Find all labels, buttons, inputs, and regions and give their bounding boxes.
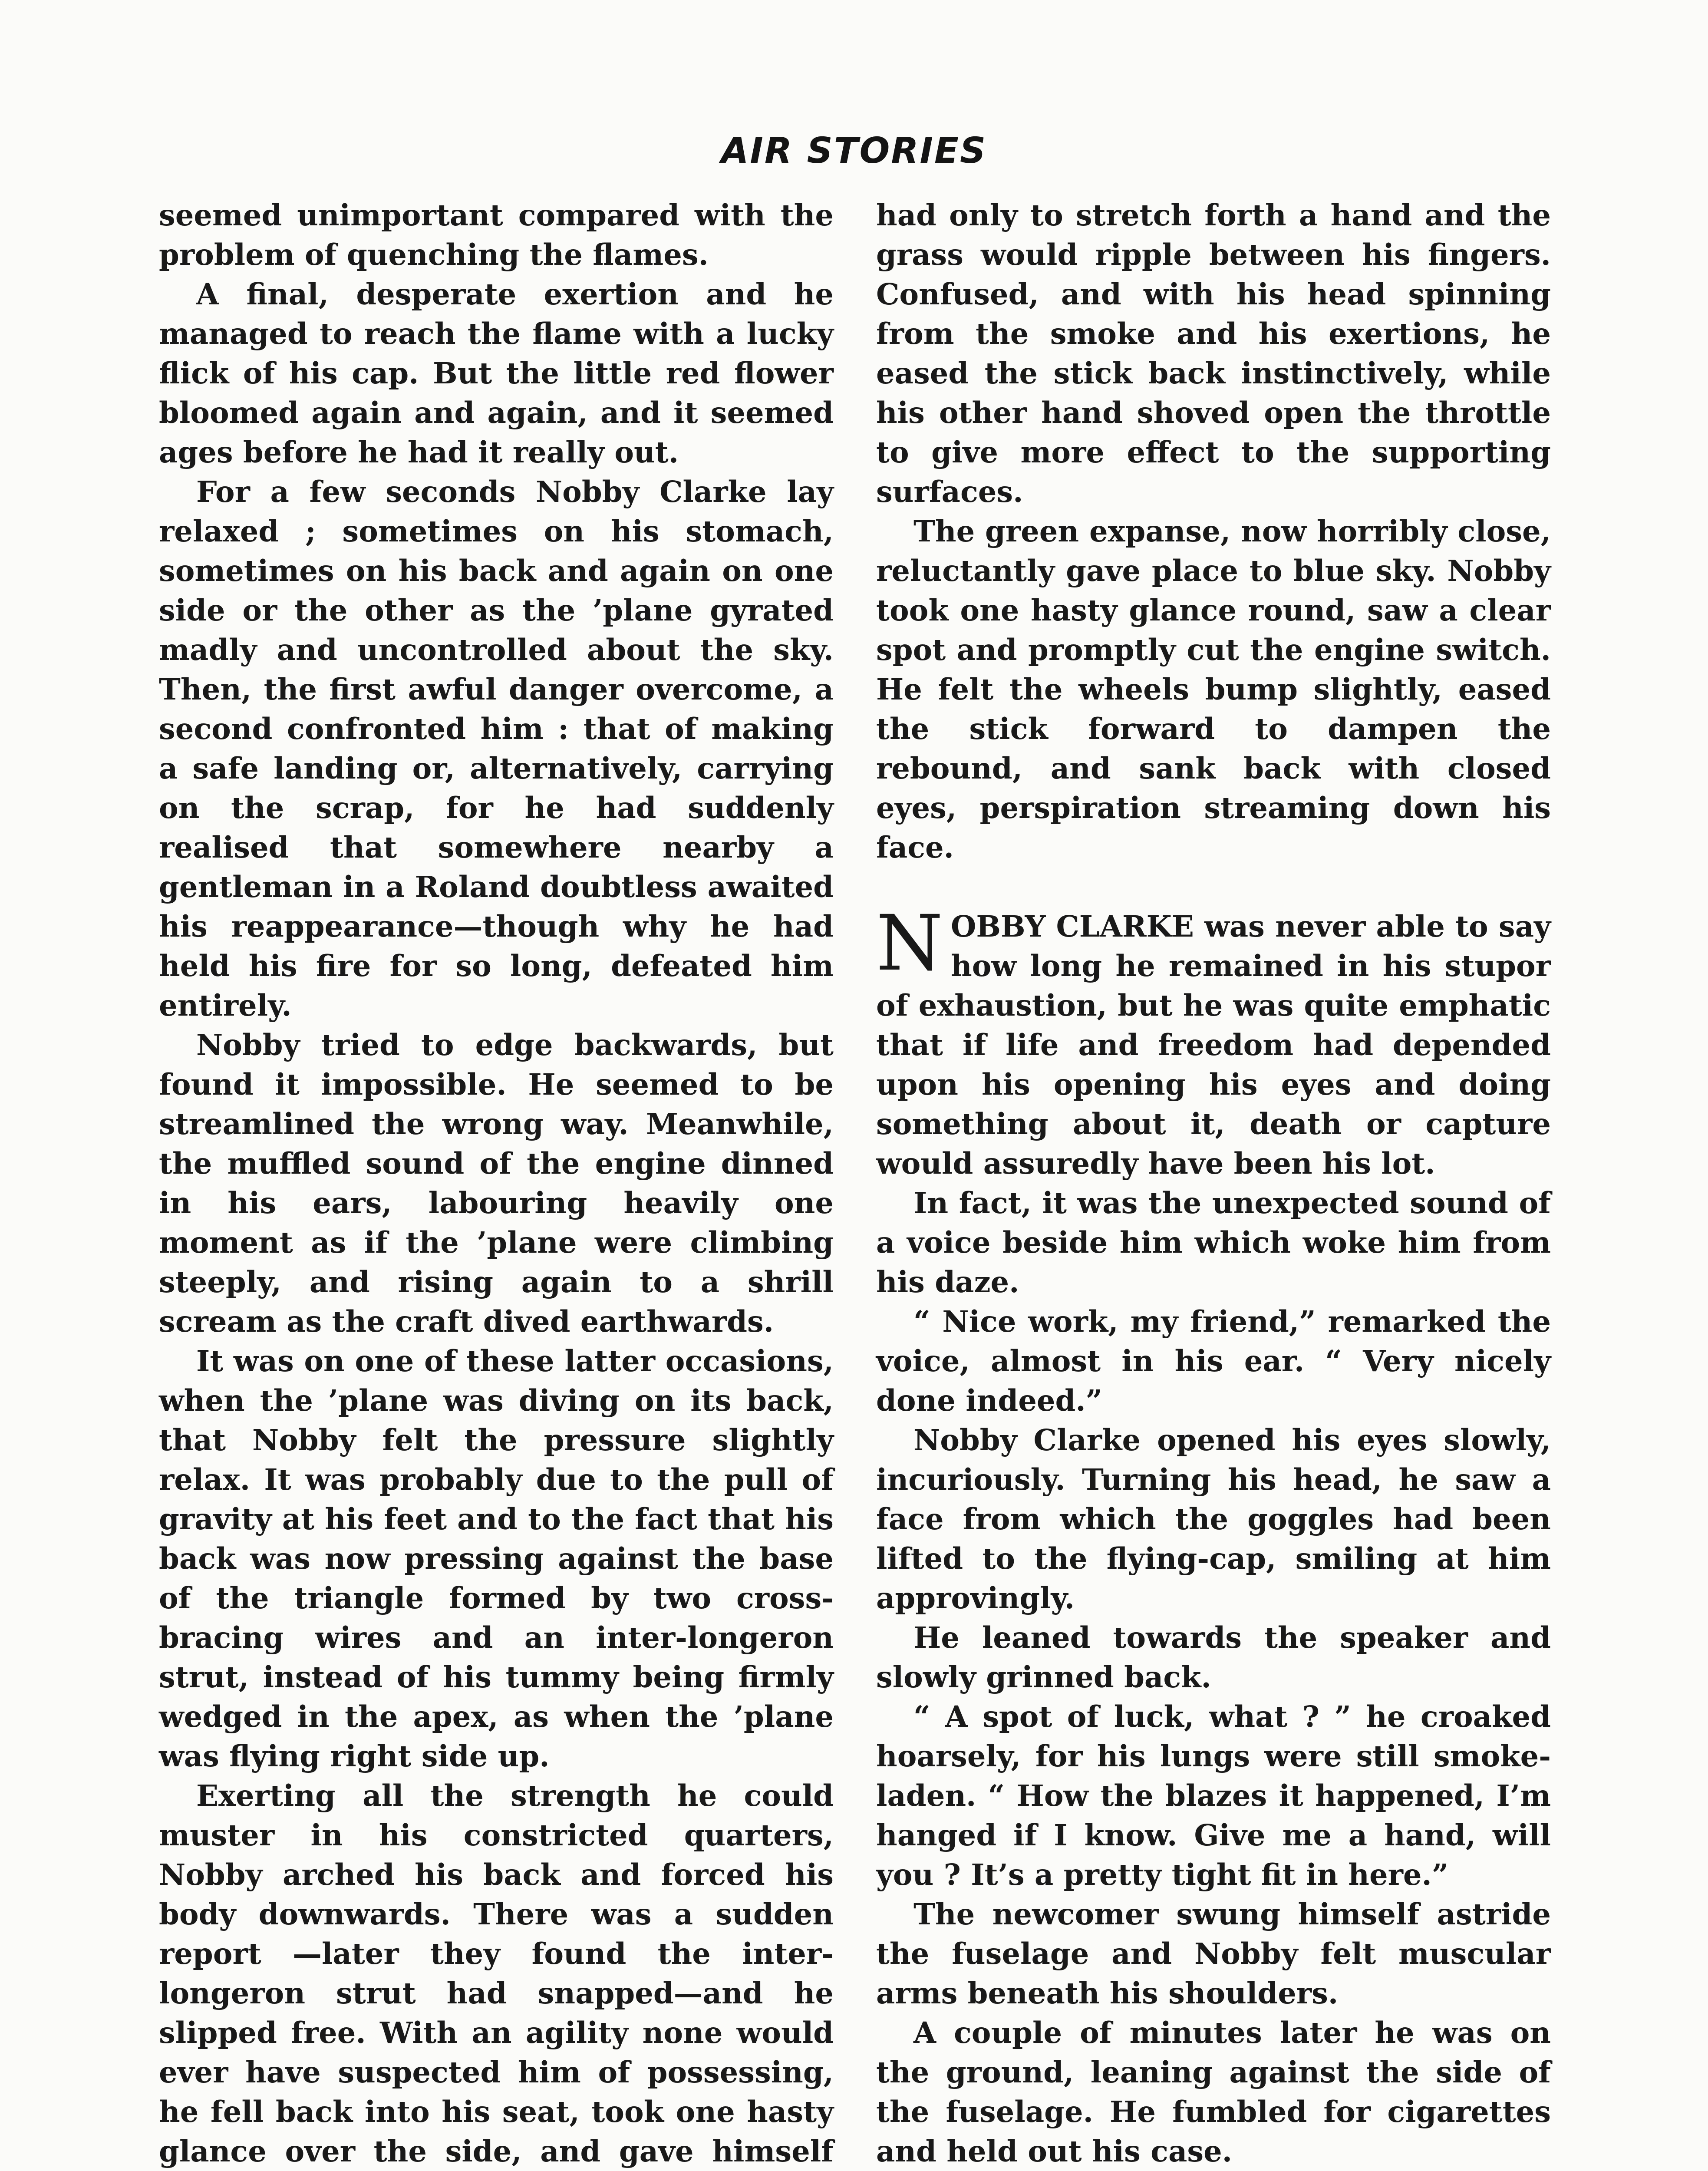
drop-cap: N bbox=[876, 899, 943, 988]
paragraph: Exerting all the strength he could muster in his constricted quarters, Nobby arched his back and forced his body downwards. There was a sudden report —later they found the inter-longeron strut had snapped—and he slipped free. With an agility none would ever have suspected him of possessing, he fell back into his seat, took one hasty glance over the side, and gave himself bbox=[159, 1778, 834, 2168]
paragraph: It was on one of these latter occasions, when the ’plane was diving on its back, that Nobby felt the pressure slightly relax. It was probably due to the pull of gravity at his feet and to the fact that his back was now pressing against the base of the triangle formed by two cross-bracing wires and an inter-longeron strut, instead of his tummy being firmly wedged in the apex, as when the ’plane was flying right side up. bbox=[159, 1344, 834, 1773]
section-opening-text: OBBY CLARKE was never able to say how long he remained in his stupor of exhaustion, but he was quite emphatic that if life and freedom had depended upon his opening his eyes and doing something about it, death or capture would assuredly have been his lot. bbox=[876, 909, 1551, 1181]
running-title: AIR STORIES bbox=[721, 130, 987, 172]
paragraph: A couple of minutes later he was on the ground, leaning against the side of the fuselage. He fumbled for cigarettes and held out his case. bbox=[876, 2016, 1551, 2168]
paragraph: The green expanse, now horribly close, reluctantly gave place to blue sky. Nobby took one hasty glance round, saw a clear spot and promptly cut the engine switch. He felt the wheels bump slightly, eased the stick forward to dampen the rebound, and sank back with closed eyes, perspiration streaming down his face. bbox=[876, 514, 1551, 864]
paragraph: For a few seconds Nobby Clarke lay relaxed ; sometimes on his stomach, sometimes on his back and again on one side or the other as the ’plane gyrated madly and uncontrolled about the sky. Then, the first awful danger overcome, a second confronted him : that of making a safe landing or, alternatively, carrying on the scrap, for he had suddenly realised that somewhere nearby a gentleman in a Roland doubtless awaited his reappearance—though why he had held his fire for so long, defeated him entirely. bbox=[159, 475, 834, 1023]
right-column bbox=[876, 195, 1551, 2171]
paragraph: Nobby Clarke opened his eyes slowly, incuriously. Turning his head, he saw a face from which the goggles had been lifted to the flying-cap, smiling at him approvingly. bbox=[876, 1423, 1551, 1615]
paragraph: Nobby tried to edge backwards, but found it impossible. He seemed to be streamlined the wrong way. Meanwhile, the muffled sound of the engine dinned in his ears, labouring heavily one moment as if the ’plane were climbing steeply, and rising again to a shrill scream as the craft dived earthwards. bbox=[159, 1028, 834, 1339]
paragraph: In fact, it was the unexpected sound of a voice beside him which woke him from his daze. bbox=[876, 1186, 1551, 1299]
paragraph: A final, desperate exertion and he managed to reach the flame with a lucky flick of his cap. But the little red flower bloomed again and again, and it seemed ages before he had it really out. bbox=[159, 277, 834, 469]
paragraph: “ Nice work, my friend,” remarked the voice, almost in his ear. “ Very nicely done indeed.” bbox=[876, 1304, 1551, 1418]
left-column bbox=[159, 195, 834, 2171]
paragraph: The newcomer swung himself astride the fuselage and Nobby felt muscular arms beneath his shoulders. bbox=[876, 1897, 1551, 2010]
paragraph: seemed unimportant compared with the problem of quenching the flames. bbox=[159, 198, 834, 272]
paragraph: had only to stretch forth a hand and the grass would ripple between his fingers. Confused, and with his head spinning from the smoke and his exertions, he eased the stick back instinctively, while his other hand shoved open the throttle to give more effect to the supporting surfaces. bbox=[876, 198, 1551, 509]
section-opening-paragraph bbox=[876, 899, 1551, 1183]
paragraph: “ A spot of luck, what ? ” he croaked hoarsely, for his lungs were still smoke-laden. “ How the blazes it happened, I’m hanged if I know. Give me a hand, will you ? It’s a pretty tight fit in here.” bbox=[876, 1699, 1551, 1892]
paragraph: He leaned towards the speaker and slowly grinned back. bbox=[876, 1620, 1551, 1694]
